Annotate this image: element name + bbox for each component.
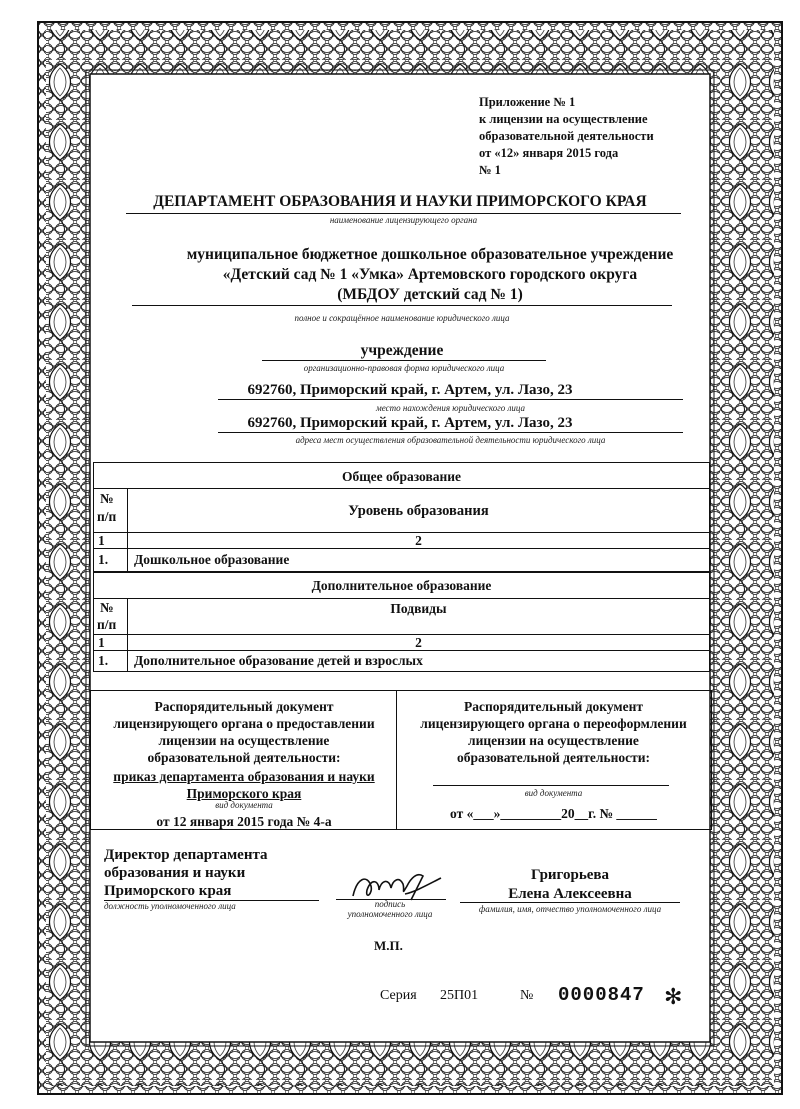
col-num-header: п/п (97, 509, 117, 524)
admin-doc-left-title (92, 698, 396, 766)
admin-doc-line: Распорядительный документ (463, 699, 644, 714)
col-num-header: № (100, 600, 114, 615)
divider (132, 305, 672, 306)
form-number: 0000847 (558, 984, 645, 1006)
series-value: 25П01 (440, 988, 479, 1003)
table-row-num: 1. (98, 653, 109, 668)
admin-doc-right-title (397, 698, 710, 766)
col-level-header: Уровень образования (348, 503, 489, 519)
signatory-position-line: Директор департамента (104, 847, 268, 863)
admin-doc-right-caption: вид документа (524, 788, 583, 798)
legal-form-caption: организационно-правовая форма юридического лица (303, 363, 505, 373)
table-rule (93, 598, 710, 599)
divider (126, 213, 681, 214)
number-label: № (520, 988, 534, 1003)
table-row-name: Дошкольное образование (134, 552, 290, 567)
annex-line: от «12» января 2015 года (479, 146, 619, 160)
activity-address: 692760, Приморский край, г. Артем, ул. Лазо, 23 (247, 415, 573, 431)
admin-doc-line: лицензии на осуществление (468, 733, 639, 748)
col-num-header: № (100, 491, 114, 506)
signature-caption (330, 899, 450, 919)
admin-doc-left-type (92, 768, 396, 802)
divider (460, 902, 680, 903)
admin-doc-left-caption: вид документа (215, 800, 273, 810)
location-address: 692760, Приморский край, г. Артем, ул. Лазо, 23 (247, 382, 573, 398)
index-cell: 1 (98, 533, 105, 548)
signatory-name-line: Елена Алексеевна (508, 886, 632, 902)
admin-doc-right-type-blank (433, 785, 669, 786)
admin-doc-type-line: приказ департамента образования и науки (113, 769, 375, 784)
organization-line: «Детский сад № 1 «Умка» Артемовского городского округа (222, 266, 638, 283)
annex-line: образовательной деятельности (479, 129, 654, 143)
table-row-num: 1. (98, 552, 109, 567)
index-cell: 1 (98, 635, 105, 650)
divider (262, 360, 546, 361)
annex-line: Приложение № 1 (479, 95, 576, 109)
index-cell: 2 (415, 533, 422, 548)
signatory-name-caption: фамилия, имя, отчество уполномоченного лица (478, 904, 662, 914)
table-row-name: Дополнительное образование детей и взрослых (134, 653, 423, 668)
signatory-position-caption: должность уполномоченного лица (104, 901, 236, 911)
licensing-body-caption: наименование лицензирующего органа (329, 215, 478, 225)
admin-doc-line: образовательной деятельности: (147, 750, 341, 765)
admin-doc-line: лицензии на осуществление (158, 733, 330, 748)
annex-line: № 1 (479, 163, 501, 177)
signature-caption-line: подпись (374, 899, 406, 909)
organization-name (100, 245, 760, 305)
signatory-position-line: образования и науки (104, 865, 246, 881)
admin-doc-type-line: Приморского края (186, 786, 302, 801)
index-cell: 2 (415, 635, 422, 650)
col-num-header: п/п (97, 617, 117, 632)
additional-education-title: Дополнительное образование (311, 578, 492, 593)
signatory-position-line: Приморского края (104, 883, 232, 899)
annex-line: к лицензии на осуществление (479, 112, 648, 126)
admin-doc-line: лицензирующего органа о предоставлении (113, 716, 375, 731)
admin-doc-line: лицензирующего органа о переоформлении (420, 716, 687, 731)
admin-doc-left-date: от 12 января 2015 года № 4-а (156, 814, 332, 829)
series-label: Серия (380, 988, 417, 1003)
signature-caption-line: уполномоченного лица (347, 909, 433, 919)
col-sub-header: Подвиды (390, 601, 447, 616)
licensing-body-name: ДЕПАРТАМЕНТ ОБРАЗОВАНИЯ И НАУКИ ПРИМОРСКОГО КРАЯ (153, 193, 647, 210)
signatory-position (104, 846, 268, 900)
organization-line: муниципальное бюджетное дошкольное образовательное учреждение (186, 246, 674, 263)
table-rule (93, 488, 710, 489)
divider (218, 432, 683, 433)
table-rule (127, 488, 128, 572)
activity-address-caption: адреса мест осуществления образовательной деятельности юридического лица (295, 435, 606, 445)
general-education-title: Общее образование (341, 469, 462, 484)
signatory-name-line: Григорьева (530, 867, 610, 883)
signatory-name (470, 866, 670, 904)
organization-caption: полное и сокращённое наименование юридического лица (294, 313, 510, 323)
stamp-place: М.П. (374, 938, 403, 953)
admin-doc-right-date: от «___»_________20__г. № ______ (450, 806, 657, 821)
organization-line: (МБДОУ детский сад № 1) (337, 286, 523, 303)
annex-header (479, 94, 699, 179)
asterisk-icon: ✻ (664, 984, 683, 1009)
admin-doc-line: образовательной деятельности: (456, 750, 651, 765)
location-caption: место нахождения юридического лица (375, 403, 526, 413)
divider (218, 399, 683, 400)
admin-doc-line: Распорядительный документ (154, 699, 334, 714)
legal-form: учреждение (360, 342, 444, 359)
